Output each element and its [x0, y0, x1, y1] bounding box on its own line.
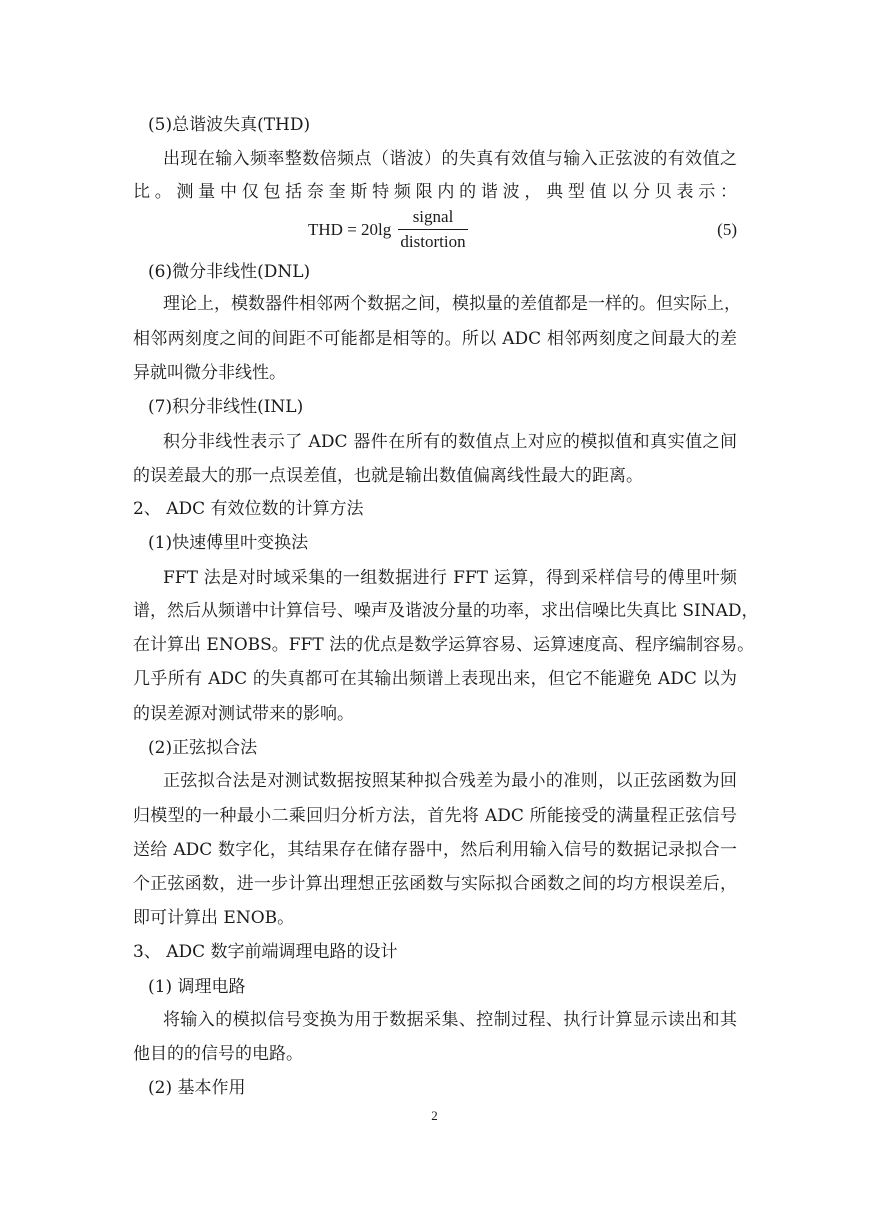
paragraph-line: 在计算出 ENOBS。FFT 法的优点是数学运算容易、运算速度高、程序编制容易。: [133, 635, 755, 655]
section-heading-3: 3、 ADC 数字前端调理电路的设计: [133, 942, 398, 962]
section-heading-dnl: (6)微分非线性(DNL): [148, 262, 311, 282]
paragraph-line: 即可计算出 ENOB。: [133, 908, 295, 928]
subsection-heading-sine: (2)正弦拟合法: [148, 738, 258, 758]
subsection-heading-fft: (1)快速傅里叶变换法: [148, 533, 309, 553]
section-heading-inl: (7)积分非线性(INL): [148, 397, 304, 417]
paragraph-line: 积分非线性表示了 ADC 器件在所有的数值点上对应的模拟值和真实值之间: [163, 432, 737, 452]
paragraph-line: 正弦拟合法是对测试数据按照某种拟合残差为最小的准则，以正弦函数为回: [163, 771, 737, 791]
paragraph-line: 个正弦函数，进一步计算出理想正弦函数与实际拟合函数之间的均方根误差后，: [133, 874, 737, 894]
subsection-heading-circuit: (1) 调理电路: [148, 977, 246, 997]
paragraph-line: FFT 法是对时域采集的一组数据进行 FFT 运算，得到采样信号的傅里叶频: [163, 568, 737, 588]
paragraph-line: 谱，然后从频谱中计算信号、噪声及谐波分量的功率，求出信噪比失真比 SINAD，: [133, 601, 759, 621]
paragraph-line: 送给 ADC 数字化，其结果存在储存器中，然后利用输入信号的数据记录拟合一: [133, 840, 737, 860]
fraction-bar: [398, 229, 468, 230]
formula-lhs: THD = 20lg: [308, 220, 392, 239]
paragraph-line: 相邻两刻度之间的间距不可能都是相等的。所以 ADC 相邻两刻度之间最大的差: [133, 329, 737, 349]
paragraph-line: 归模型的一种最小二乘回归分析方法，首先将 ADC 所能接受的满量程正弦信号: [133, 806, 737, 826]
formula-fraction: [398, 206, 468, 253]
subsection-heading-function: (2) 基本作用: [148, 1078, 246, 1098]
paragraph-line: 出现在输入频率整数倍频点（谐波）的失真有效值与输入正弦波的有效值之: [163, 149, 737, 169]
paragraph-line: 异就叫微分非线性。: [133, 363, 286, 383]
section-heading-thd: (5)总谐波失真(THD): [148, 115, 311, 135]
page-number: 2: [431, 1108, 438, 1123]
formula-denominator: distortion: [400, 232, 466, 251]
paragraph-line: 几乎所有 ADC 的失真都可在其输出频谱上表现出来，但它不能避免 ADC 以为: [133, 669, 737, 689]
paragraph-line: 的误差源对测试带来的影响。: [133, 704, 354, 724]
paragraph-line: 理论上，模数器件相邻两个数据之间，模拟量的差值都是一样的。但实际上，: [163, 294, 741, 314]
paragraph-line: 将输入的模拟信号变换为用于数据采集、控制过程、执行计算显示读出和其: [163, 1010, 737, 1030]
paragraph-line: 比。测量中仅包括奈奎斯特频限内的谐波，典型值以分贝表示：: [133, 182, 737, 202]
thd-formula: [0, 206, 869, 256]
paragraph-line: 的误差最大的那一点误差值，也就是输出数值偏离线性最大的距离。: [133, 466, 643, 486]
section-heading-2: 2、 ADC 有效位数的计算方法: [133, 499, 364, 519]
equation-number: (5): [717, 220, 737, 239]
formula-numerator: signal: [412, 207, 454, 226]
paragraph-line: 他目的的信号的电路。: [133, 1044, 303, 1064]
